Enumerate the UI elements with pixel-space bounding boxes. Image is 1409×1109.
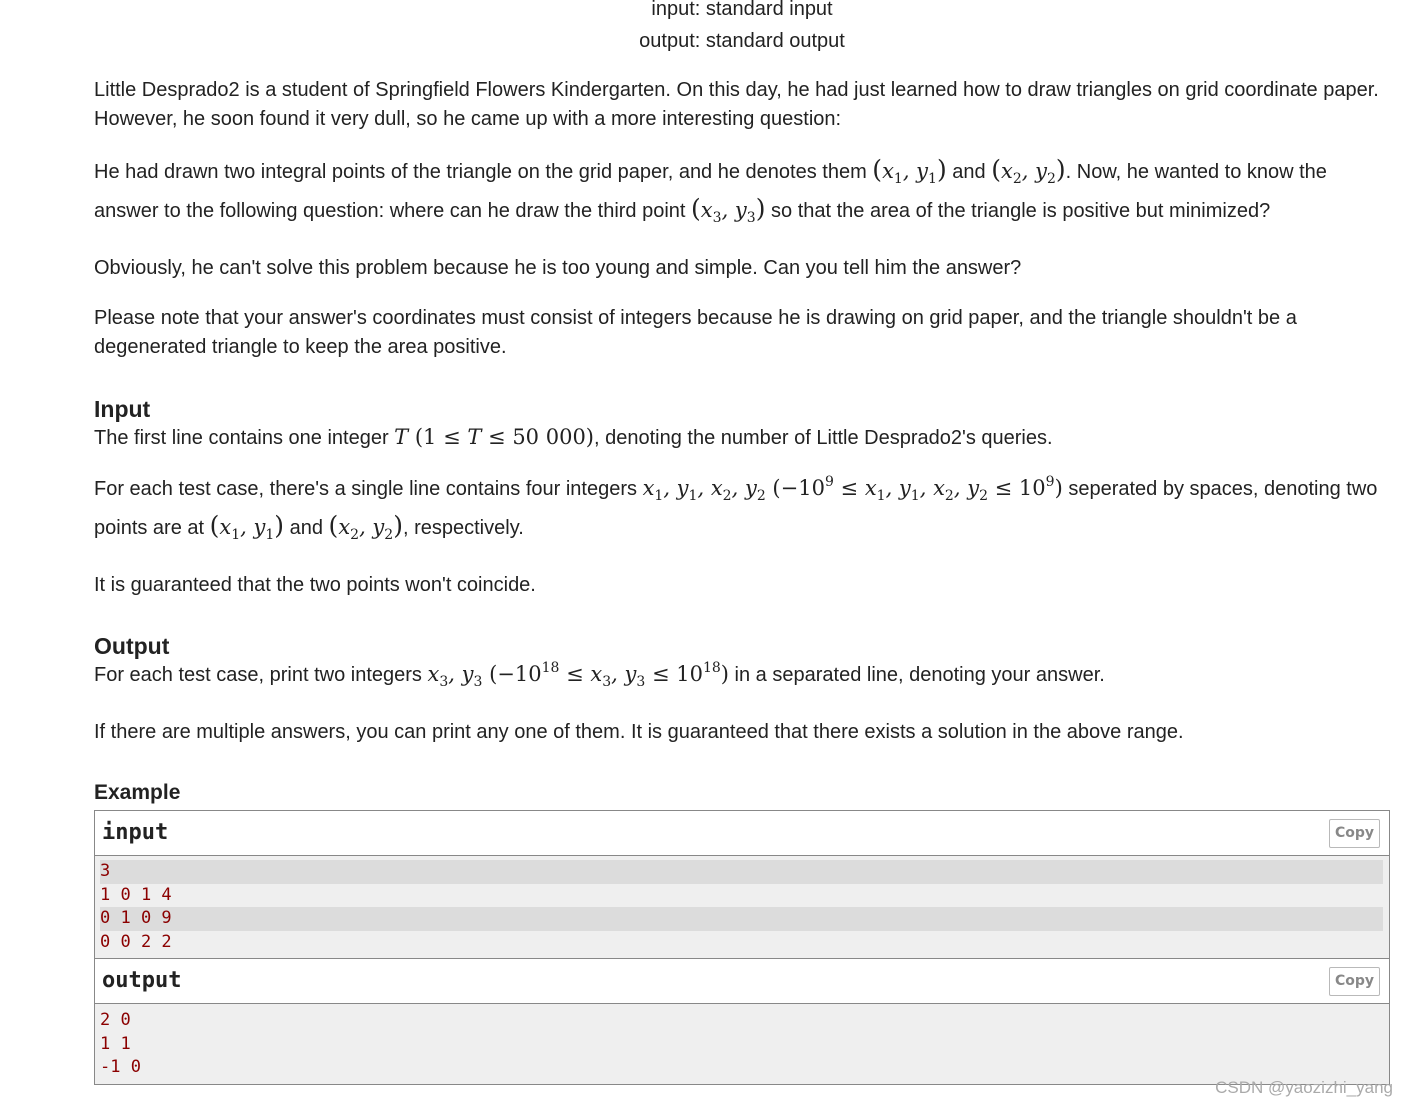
statement-paragraph-3: Obviously, he can't solve this problem because he is too young and simple. Can you tell him the answer?: [94, 257, 1022, 279]
text-segment: seperated by spaces, denoting two points are at: [94, 478, 1378, 539]
output-paragraph-1: [94, 660, 1390, 697]
example-title: Example: [94, 781, 181, 804]
input-line: 0 0 2 2: [100, 931, 172, 952]
text-segment: For each test case, print two integers: [94, 664, 428, 686]
input-paragraph-3: It is guaranteed that the two points won't coincide.: [94, 574, 536, 596]
input-stream-line: input: standard input: [651, 0, 833, 20]
text-segment: The first line contains one integer: [94, 427, 395, 449]
text-segment: , denoting the number of Little Desprado2's queries.: [594, 427, 1053, 449]
text-segment: and: [284, 517, 329, 539]
sample-input-body[interactable]: [95, 856, 1389, 958]
sample-input-header: [95, 811, 1389, 856]
text-segment: . Now, he wanted to know the answer to the following question: where can he draw the third point: [94, 161, 1327, 222]
copy-output-button[interactable]: Copy: [1329, 967, 1380, 996]
formula-point-1: ($x_1$, $y_1$): [872, 155, 947, 187]
output-section: [94, 632, 1390, 747]
sample-test: [94, 810, 1390, 1085]
output-line: 1 1: [100, 1033, 131, 1054]
watermark: CSDN @yaozizhi_yang: [1215, 1078, 1393, 1097]
output-paragraph-2: If there are multiple answers, you can print any one of them. It is guaranteed that there exists a solution in the above range.: [94, 721, 1184, 743]
formula-point-3: ($x_3$, $y_3$): [691, 194, 766, 226]
formula-coordinate-range: $x_1$, $y_1$, $x_2$, $y_2$ ($-10^9 \le x_1$, $y_1$, $x_2$, $y_2 \le 10^9$): [642, 474, 1063, 504]
statement-paragraph-2: [94, 155, 1390, 233]
text-segment: in a separated line, denoting your answer.: [729, 664, 1105, 686]
input-line: 0 1 0 9: [100, 907, 1383, 931]
formula-answer-range: $x_3$, $y_3$ ($-10^{18} \le x_3$, $y_3 \le 10^{18}$): [427, 660, 729, 690]
sample-input-label: input: [102, 820, 169, 845]
formula-point-2: ($x_2$, $y_2$): [328, 511, 403, 543]
input-line: 3: [100, 860, 1383, 884]
text-segment: For each test case, there's a single line contains four integers: [94, 478, 643, 500]
text-segment: so that the area of the triangle is positive but minimized?: [765, 200, 1271, 222]
input-section: [94, 395, 1390, 600]
text-segment: He had drawn two integral points of the triangle on the grid paper, and he denotes them: [94, 161, 873, 183]
example-section: [94, 780, 1390, 1085]
sample-output-body[interactable]: [95, 1004, 1389, 1084]
sample-output-header: [95, 958, 1389, 1004]
sample-output-label: output: [102, 968, 182, 993]
copy-input-button[interactable]: Copy: [1329, 819, 1380, 848]
input-line: 1 0 1 4: [100, 884, 172, 905]
output-stream-line: output: standard output: [639, 30, 845, 52]
text-segment: , respectively.: [402, 517, 524, 539]
formula-point-1: ($x_1$, $y_1$): [209, 511, 285, 543]
input-paragraph-1: [94, 423, 1390, 453]
problem-statement: [94, 76, 1390, 1085]
output-line: 2 0: [100, 1010, 131, 1030]
input-section-title: Input: [94, 396, 151, 422]
output-line: -1 0: [100, 1057, 141, 1077]
text-segment: and: [946, 161, 992, 183]
output-section-title: Output: [94, 633, 170, 659]
statement-paragraph-1: Little Desprado2 is a student of Springfield Flowers Kindergarten. On this day, he had just learned how to draw triangles on grid coordinate paper. However, he soon found it very dull, so he came up with a more interesting question:: [94, 79, 1379, 130]
statement-paragraph-4: Please note that your answer's coordinates must consist of integers because he is drawing on grid paper, and the triangle shouldn't be a degenerated triangle to keep the area positive.: [94, 307, 1297, 358]
formula-t-range: T (1 ≤ T ≤ 50 000): [394, 425, 594, 449]
formula-point-2: ($x_2$, $y_2$): [991, 155, 1066, 187]
input-paragraph-2: [94, 474, 1390, 550]
